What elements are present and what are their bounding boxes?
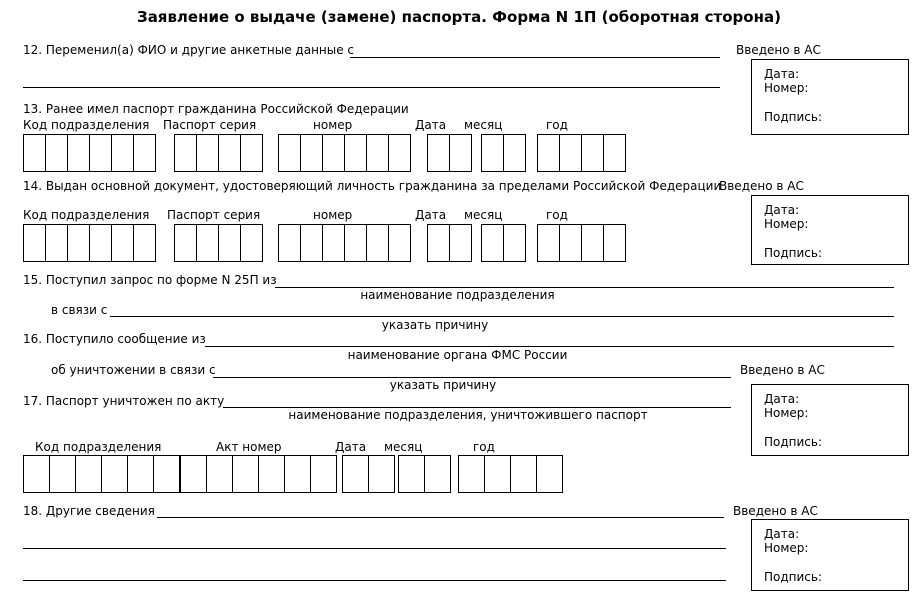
- section-15-label: 15. Поступил запрос по форме N 25П из: [23, 273, 277, 287]
- s14-number-cells[interactable]: [278, 224, 411, 262]
- section-16-reason-label: об уничтожении в связи с: [51, 363, 216, 377]
- input-cell[interactable]: [503, 224, 526, 262]
- section-16-label: 16. Поступило сообщение из: [23, 332, 206, 346]
- input-cell[interactable]: [366, 134, 389, 172]
- input-cell[interactable]: [240, 224, 263, 262]
- col-passport: Паспорт серия: [163, 118, 257, 132]
- input-cell[interactable]: [536, 455, 563, 493]
- input-cell[interactable]: [278, 224, 301, 262]
- ac-number-label: Номер:: [764, 81, 809, 95]
- input-cell[interactable]: [278, 134, 301, 172]
- s13-number-cells[interactable]: [278, 134, 411, 172]
- s17-year-cells[interactable]: [458, 455, 563, 493]
- s14-day-cells[interactable]: [427, 224, 472, 262]
- input-cell[interactable]: [581, 224, 604, 262]
- input-cell[interactable]: [133, 134, 156, 172]
- input-cell[interactable]: [45, 224, 68, 262]
- input-cell[interactable]: [67, 224, 90, 262]
- col-code: Код подразделения: [23, 208, 150, 222]
- input-cell[interactable]: [218, 224, 241, 262]
- col-date: Дата: [415, 118, 447, 132]
- input-cell[interactable]: [603, 134, 626, 172]
- input-cell[interactable]: [23, 134, 46, 172]
- page-title: Заявление о выдаче (замене) паспорта. Форма N 1П (оборотная сторона): [137, 8, 781, 26]
- section-15-reason-label: в связи с: [51, 303, 108, 317]
- section-12-field-2[interactable]: [23, 87, 720, 88]
- ac-date-label: Дата:: [764, 527, 800, 541]
- input-cell[interactable]: [344, 224, 367, 262]
- col-number: номер: [313, 208, 353, 222]
- input-cell[interactable]: [127, 455, 154, 493]
- col-month: месяц: [464, 118, 503, 132]
- ac-box-1[interactable]: [751, 59, 909, 135]
- ac-box-3[interactable]: [751, 384, 909, 456]
- input-cell[interactable]: [537, 134, 560, 172]
- col-code: Код подразделения: [35, 440, 162, 454]
- s13-day-cells[interactable]: [427, 134, 472, 172]
- input-cell[interactable]: [424, 455, 451, 493]
- input-cell[interactable]: [322, 224, 345, 262]
- input-cell[interactable]: [232, 455, 259, 493]
- col-number: номер: [313, 118, 353, 132]
- input-cell[interactable]: [427, 134, 450, 172]
- ac-entered-label-4: Введено в АС: [733, 504, 818, 518]
- input-cell[interactable]: [300, 134, 323, 172]
- s17-month-cells[interactable]: [398, 455, 451, 493]
- ac-number-label: Номер:: [764, 541, 809, 555]
- col-month: месяц: [384, 440, 423, 454]
- input-cell[interactable]: [322, 134, 345, 172]
- input-cell[interactable]: [75, 455, 102, 493]
- col-date: Дата: [335, 440, 367, 454]
- col-date: Дата: [415, 208, 447, 222]
- input-cell[interactable]: [503, 134, 526, 172]
- col-month: месяц: [464, 208, 503, 222]
- s13-series-cells[interactable]: [174, 134, 263, 172]
- section-12-label: 12. Переменил(а) ФИО и другие анкетные данные с: [23, 43, 355, 57]
- input-cell[interactable]: [218, 134, 241, 172]
- input-cell[interactable]: [559, 134, 582, 172]
- section-14-label: 14. Выдан основной документ, удостоверяющий личность гражданина за пределами Российской Федерации: [23, 179, 722, 193]
- section-15-caption-2: указать причину: [381, 318, 489, 332]
- s14-year-cells[interactable]: [537, 224, 626, 262]
- s14-series-cells[interactable]: [174, 224, 263, 262]
- ac-signature-label: Подпись:: [764, 110, 823, 124]
- input-cell[interactable]: [196, 224, 219, 262]
- input-cell[interactable]: [153, 455, 180, 493]
- input-cell[interactable]: [510, 455, 537, 493]
- input-cell[interactable]: [101, 455, 128, 493]
- s17-act-cells[interactable]: [180, 455, 337, 493]
- input-cell[interactable]: [388, 224, 411, 262]
- ac-date-label: Дата:: [764, 67, 800, 81]
- input-cell[interactable]: [388, 134, 411, 172]
- input-cell[interactable]: [206, 455, 233, 493]
- ac-date-label: Дата:: [764, 392, 800, 406]
- input-cell[interactable]: [310, 455, 337, 493]
- input-cell[interactable]: [366, 224, 389, 262]
- input-cell[interactable]: [133, 224, 156, 262]
- input-cell[interactable]: [537, 224, 560, 262]
- input-cell[interactable]: [180, 455, 207, 493]
- section-16-caption-2: указать причину: [389, 378, 497, 392]
- section-12-field-1[interactable]: [350, 57, 720, 58]
- input-cell[interactable]: [23, 455, 50, 493]
- section-17-label: 17. Паспорт уничтожен по акту: [23, 394, 225, 408]
- col-passport: Паспорт серия: [167, 208, 261, 222]
- input-cell[interactable]: [342, 455, 369, 493]
- section-16-field-1[interactable]: [205, 346, 894, 347]
- input-cell[interactable]: [258, 455, 285, 493]
- section-13-label: 13. Ранее имел паспорт гражданина Российской Федерации: [23, 102, 409, 116]
- s17-code-cells[interactable]: [23, 455, 180, 493]
- input-cell[interactable]: [23, 224, 46, 262]
- input-cell[interactable]: [458, 455, 485, 493]
- input-cell[interactable]: [240, 134, 263, 172]
- input-cell[interactable]: [174, 224, 197, 262]
- s17-day-cells[interactable]: [342, 455, 395, 493]
- s13-month-cells[interactable]: [481, 134, 526, 172]
- section-15-caption-1: наименование подразделения: [360, 288, 555, 302]
- input-cell[interactable]: [111, 224, 134, 262]
- ac-entered-label-1: Введено в АС: [736, 43, 821, 57]
- input-cell[interactable]: [300, 224, 323, 262]
- input-cell[interactable]: [427, 224, 450, 262]
- s13-code-cells[interactable]: [23, 134, 156, 172]
- input-cell[interactable]: [559, 224, 582, 262]
- col-year: год: [473, 440, 495, 454]
- ac-signature-label: Подпись:: [764, 435, 823, 449]
- input-cell[interactable]: [484, 455, 511, 493]
- col-year: год: [546, 208, 568, 222]
- section-18-field-2[interactable]: [23, 548, 726, 549]
- s14-month-cells[interactable]: [481, 224, 526, 262]
- input-cell[interactable]: [368, 455, 395, 493]
- section-18-field-1[interactable]: [157, 517, 724, 518]
- ac-number-label: Номер:: [764, 406, 809, 420]
- ac-box-4[interactable]: [751, 519, 909, 591]
- input-cell[interactable]: [89, 134, 112, 172]
- input-cell[interactable]: [67, 134, 90, 172]
- col-act-number: Акт номер: [216, 440, 282, 454]
- input-cell[interactable]: [89, 224, 112, 262]
- input-cell[interactable]: [196, 134, 219, 172]
- section-15-field-2[interactable]: [110, 316, 894, 317]
- ac-entered-label-3: Введено в АС: [740, 363, 825, 377]
- input-cell[interactable]: [481, 224, 504, 262]
- input-cell[interactable]: [603, 224, 626, 262]
- input-cell[interactable]: [344, 134, 367, 172]
- ac-date-label: Дата:: [764, 203, 800, 217]
- input-cell[interactable]: [45, 134, 68, 172]
- input-cell[interactable]: [174, 134, 197, 172]
- s13-year-cells[interactable]: [537, 134, 626, 172]
- input-cell[interactable]: [449, 134, 472, 172]
- input-cell[interactable]: [49, 455, 76, 493]
- ac-entered-label-2: Введено в АС: [719, 179, 804, 193]
- input-cell[interactable]: [398, 455, 425, 493]
- ac-number-label: Номер:: [764, 217, 809, 231]
- section-16-caption-1: наименование органа ФМС России: [347, 348, 568, 362]
- col-code: Код подразделения: [23, 118, 150, 132]
- ac-box-2[interactable]: [751, 195, 909, 265]
- s14-code-cells[interactable]: [23, 224, 156, 262]
- section-17-caption: наименование подразделения, уничтожившего паспорт: [288, 408, 648, 422]
- input-cell[interactable]: [284, 455, 311, 493]
- input-cell[interactable]: [111, 134, 134, 172]
- section-18-field-3[interactable]: [23, 580, 726, 581]
- input-cell[interactable]: [581, 134, 604, 172]
- input-cell[interactable]: [481, 134, 504, 172]
- input-cell[interactable]: [449, 224, 472, 262]
- ac-signature-label: Подпись:: [764, 246, 823, 260]
- ac-signature-label: Подпись:: [764, 570, 823, 584]
- section-18-label: 18. Другие сведения: [23, 504, 155, 518]
- col-year: год: [546, 118, 568, 132]
